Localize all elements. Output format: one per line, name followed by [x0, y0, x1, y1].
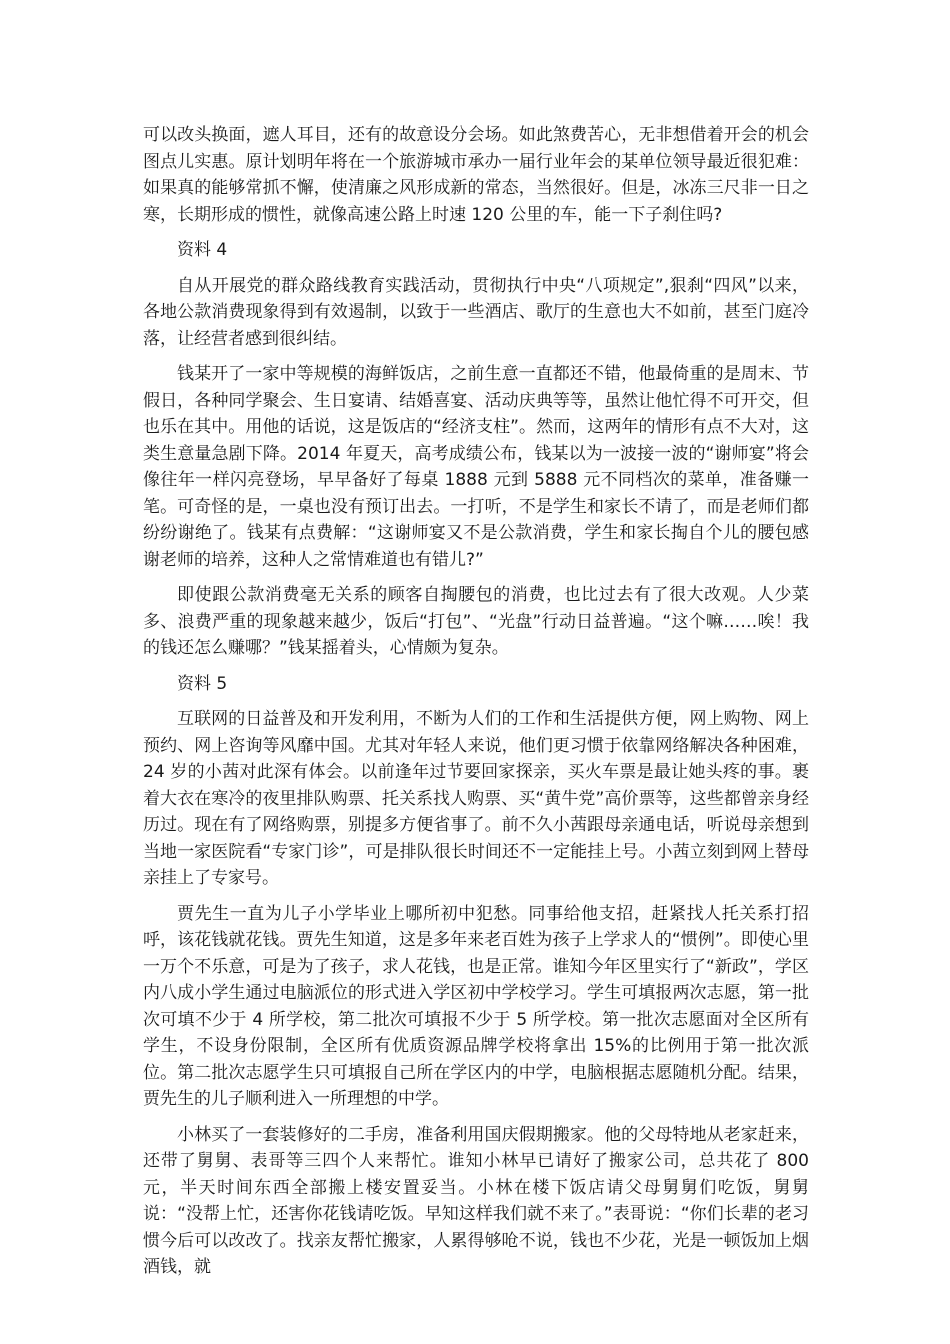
- section-heading-material-5: 资料 5: [177, 673, 228, 694]
- section-heading-material-4: 资料 4: [177, 240, 228, 260]
- paragraph: 钱某开了一家中等规模的海鲜饭店，之前生意一直都还不错，他最倚重的是周末、节假日，各种同学聚会、生日宴请、结婚喜宴、活动庆典等等，虽然让他忙得不可开交，但也乐在其中。用他的话说，这是饭店的“经济支柱”。然而，这两年的情形有点不大对，这类生意量急剧下降。2014 年夏天，高考成绩公布，钱某以为一波接一波的“谢师宴”将会像往年一样闪亮登场，早早备好了每桌 1888 元到 5888 元不同档次的菜单，准备赚一笔。可奇怪的是，一桌也没有预订出去。一打听，不是学生和家长不请了，而是老师们都纷纷谢绝了。钱某有点费解：“这谢师宴又不是公款消费，学生和家长掏自个儿的腰包感谢老师的培养，这种人之常情难道也有错儿?”: [143, 364, 809, 570]
- paragraph: 互联网的日益普及和开发利用，不断为人们的工作和生活提供方便，网上购物、网上预约、网上咨询等风靡中国。尤其对年轻人来说，他们更习惯于依靠网络解决各种困难，24 岁的小茜对此深有体会。以前逢年过节要回家探亲，买火车票是最让她头疼的事。裹着大衣在寒冷的夜里排队购票、托关系找人购票、买“黄牛党”高价票等，这些都曾亲身经历过。现在有了网络购票，别提多方便省事了。前不久小茜跟母亲通电话，听说母亲想到当地一家医院看“专家门诊”，可是排队很长时间还不一定能挂上号。小茜立刻到网上替母亲挂上了专家号。: [143, 709, 809, 888]
- paragraph: 贾先生一直为儿子小学毕业上哪所初中犯愁。同事给他支招，赶紧找人托关系打招呼，该花钱就花钱。贾先生知道，这是多年来老百姓为孩子上学求人的“惯例”。即使心里一万个不乐意，可是为了孩子，求人花钱，也是正常。谁知今年区里实行了“新政”，学区内八成小学生通过电脑派位的形式进入学区初中学校学习。学生可填报两次志愿，第一批次可填不少于 4 所学校，第二批次可填报不少于 5 所学校。第一批次志愿面对全区所有学生，不设身份限制，全区所有优质资源品牌学校将拿出 15%的比例用于第一批次派位。第二批次志愿学生只可填报自己所在学区内的中学，电脑根据志愿随机分配。结果，贾先生的儿子顺利进入一所理想的中学。: [143, 903, 809, 1109]
- paragraph: 即使跟公款消费毫无关系的顾客自掏腰包的消费，也比过去有了很大改观。人少菜多、浪费严重的现象越来越少，饭后“打包”、“光盘”行动日益普遍。“这个嘛……唉！我的钱还怎么赚哪？”钱某摇着头，心情颇为复杂。: [143, 585, 809, 658]
- paragraph-continued: 可以改头换面，遮人耳目，还有的故意设分会场。如此煞费苦心，无非想借着开会的机会图点儿实惠。原计划明年将在一个旅游城市承办一届行业年会的某单位领导最近很犯难：如果真的能够常抓不懈，使清廉之风形成新的常态，当然很好。但是，冰冻三尺非一日之寒，长期形成的惯性，就像高速公路上时速 120 公里的车，能一下子刹住吗?: [143, 125, 809, 225]
- paragraph: 小林买了一套装修好的二手房，准备利用国庆假期搬家。他的父母特地从老家赶来，还带了舅舅、表哥等三四个人来帮忙。谁知小林早已请好了搬家公司，总共花了 800 元，半天时间东西全部搬上楼安置妥当。小林在楼下饭店请父母舅舅们吃饭，舅舅说：“没帮上忙，还害你花钱请吃饭。早知这样我们就不来了。”表哥说：“你们长辈的老习惯今后可以改改了。找亲友帮忙搬家，人累得够呛不说，钱也不少花，光是一顿饭加上烟酒钱，就: [143, 1124, 809, 1277]
- paragraph: 自从开展党的群众路线教育实践活动，贯彻执行中央“八项规定”,狠刹“四风”以来，各地公款消费现象得到有效遏制，以致于一些酒店、歌厅的生意也大不如前，甚至门庭冷落，让经营者感到很纠结。: [143, 275, 809, 349]
- document-page: [143, 122, 809, 1281]
